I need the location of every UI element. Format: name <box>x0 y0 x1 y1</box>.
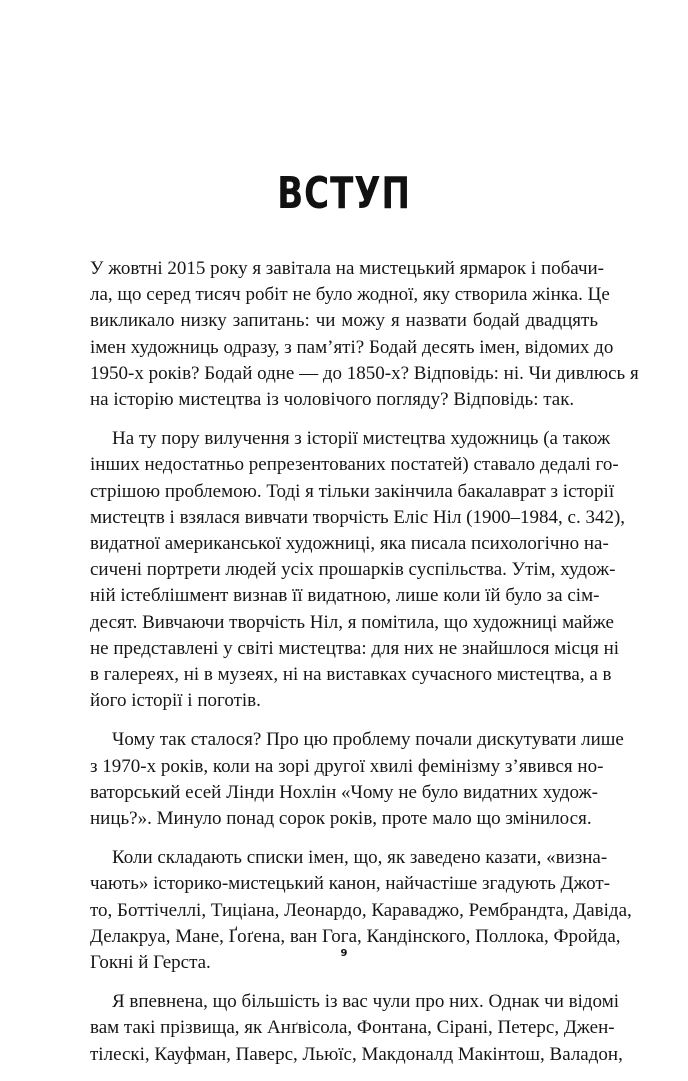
text-line: з 1970-х років, коли на зорі другої хвилі фемінізму з’явився но- <box>90 755 604 777</box>
chapter-title: ВСТУП <box>277 168 411 219</box>
text-line: У жовтні 2015 року я завітала на мистецький ярмарок і побачи- <box>90 258 605 279</box>
paragraph-3 <box>90 727 624 832</box>
text-line: тілескі, Кауфман, Паверс, Льюїс, Макдоналд Макінтош, Валадон, <box>90 1043 623 1065</box>
text-line: на історію мистецтва із чоловічого погляду? Відповідь: так. <box>90 389 575 411</box>
text-line: то, Боттічеллі, Тиціана, Леонардо, Караваджо, Рембрандта, Давіда, <box>90 899 632 921</box>
text-line: Гокні й Герста. <box>90 952 211 974</box>
text-line: стрішою проблемою. Тоді я тільки закінчила бакалаврат з історії <box>90 480 615 502</box>
text-line: його історії і поготів. <box>90 690 261 712</box>
paragraph-2 <box>90 426 626 714</box>
text-line: викликало низку запитань: чи можу я назвати бодай двадцять <box>90 310 598 332</box>
text-line: видатної американської художниці, яка писала психологічно на- <box>90 533 609 555</box>
text-line: ниць?». Минуло понад сорок років, проте мало що змінилося. <box>90 808 592 830</box>
text-line: чають» історико-мистецький канон, найчастіше згадують Джот- <box>90 873 611 895</box>
paragraph-5 <box>90 989 623 1068</box>
text-line: інших недостатньо репрезентованих постатей) ставало дедалі го- <box>90 454 619 476</box>
text-line: не представлені у світі мистецтва: для них не знайшлося місця ні <box>90 637 620 659</box>
text-line: десят. Вивчаючи творчість Ніл, я помітила, що художниці майже <box>90 611 614 633</box>
paragraph-1 <box>90 256 639 413</box>
text-line: 1950-х років? Бодай одне — до 1850-х? Відповідь: ні. Чи дивлюсь я <box>90 362 639 384</box>
text-line: мистецтв і взялася вивчати творчість Еліс Ніл (1900–1984, с. 342), <box>90 506 626 528</box>
text-line: На ту пору вилучення з історії мистецтва художниць (а також <box>112 428 611 450</box>
text-line: сичені портрети людей усіх прошарків суспільства. Утім, худож- <box>90 559 616 581</box>
page-number: 9 <box>340 948 348 959</box>
text-line: імен художниць одразу, з пам’яті? Бодай десять імен, відомих до <box>90 336 614 358</box>
text-line: Делакруа, Мане, Ґоґена, ван Гога, Кандінского, Поллока, Фройда, <box>90 925 621 947</box>
text-line: ла, що серед тисяч робіт не було жодної, яку створила жінка. Це <box>90 284 610 306</box>
text-line: вам такі прізвища, як Анґвісола, Фонтана, Сірані, Петерс, Джен- <box>90 1017 615 1039</box>
text-line: ваторський есей Лінди Нохлін «Чому не було видатних худож- <box>90 781 598 803</box>
text-line: Я впевнена, що більшість із вас чули про них. Однак чи відомі <box>112 991 619 1013</box>
text-line: Чому так сталося? Про цю проблему почали дискутувати лише <box>112 729 624 751</box>
text-line: Коли складають списки імен, що, як заведено казати, «визна- <box>112 847 608 869</box>
text-line: в галереях, ні в музеях, ні на виставках сучасного мистецтва, а в <box>90 664 612 686</box>
text-line: ній істеблішмент визнав її видатною, лише коли їй було за сім- <box>90 585 600 607</box>
